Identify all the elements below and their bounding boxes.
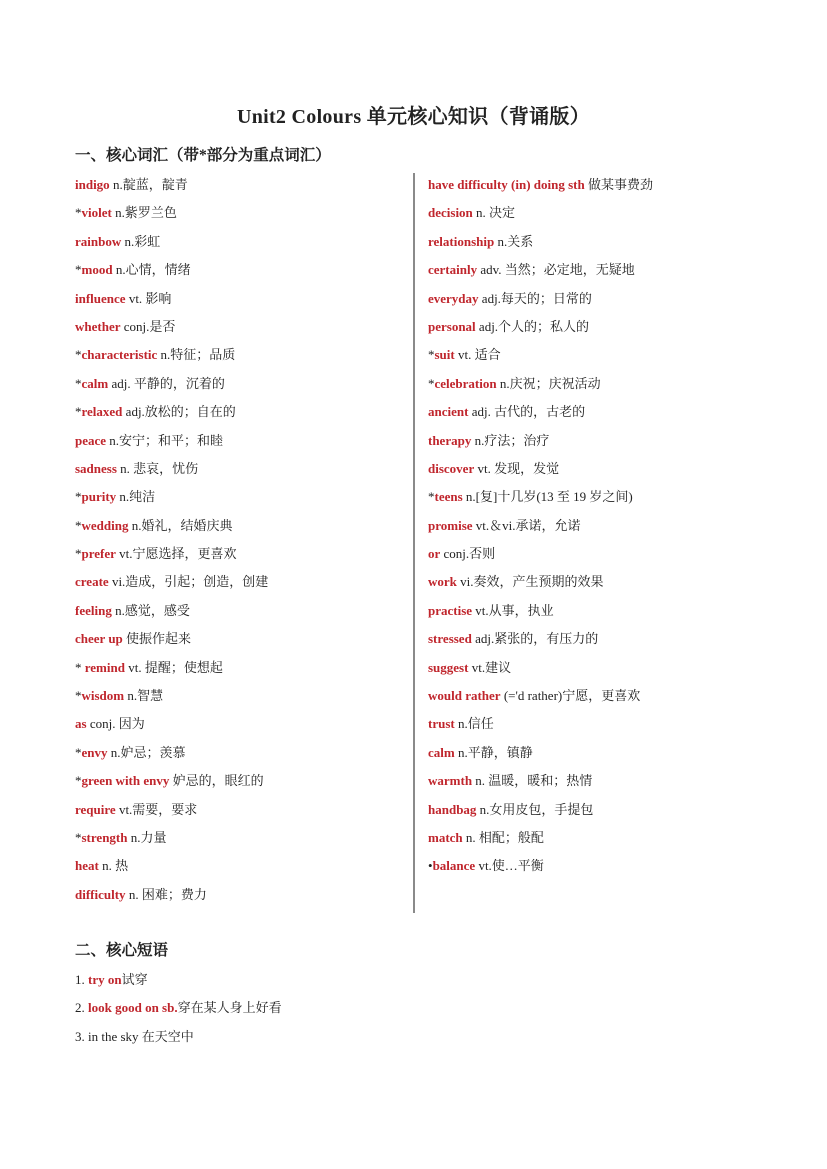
vocab-entry <box>428 741 808 769</box>
vocab-definition: n.[复]十几岁(13 至 19 岁之间) <box>465 489 633 505</box>
entry-marker: * <box>428 489 435 505</box>
entry-marker: • <box>428 858 433 874</box>
vocab-definition: n.力量 <box>130 829 167 845</box>
vocab-definition: vt. 提醒；使想起 <box>128 659 223 675</box>
vocab-word: calm <box>81 375 109 391</box>
vocab-definition: vt.从事，执业 <box>475 602 554 618</box>
vocab-entry <box>75 741 405 769</box>
vocab-entry <box>75 258 405 286</box>
vocab-definition: vt.建议 <box>471 659 512 675</box>
vocab-word: wedding <box>81 517 129 533</box>
vocab-word: promise <box>428 517 473 533</box>
vocab-entry <box>428 485 808 513</box>
vocab-word: suggest <box>428 659 469 675</box>
page-title: Unit2 Colours 单元核心知识（背诵版） <box>236 106 591 128</box>
vocab-definition: n. 相配；般配 <box>465 829 544 845</box>
vocab-word: envy <box>81 744 108 760</box>
vocab-definition: n.纯洁 <box>119 489 156 505</box>
vocab-definition: adj.个人的；私人的 <box>478 318 590 334</box>
vocab-word: stressed <box>428 631 472 647</box>
vocab-entry <box>428 542 808 570</box>
vocab-definition: conj. 因为 <box>89 716 145 732</box>
vocab-entry <box>75 315 405 343</box>
vocab-definition: vt.＆vi.承诺，允诺 <box>475 517 581 533</box>
vocab-entry <box>428 514 808 542</box>
vocab-definition: n.紫罗兰色 <box>115 205 177 221</box>
vocab-definition: 使振作起来 <box>126 631 192 647</box>
vocab-word: teens <box>434 489 463 505</box>
vocab-entry <box>428 400 808 428</box>
vocab-definition: (='d rather)宁愿，更喜欢 <box>503 688 641 704</box>
vocab-entry <box>75 485 405 513</box>
phrase-number: 2. <box>75 1000 85 1016</box>
vocab-definition: vt.需要，要求 <box>118 801 198 817</box>
vocab-definition: adj.紧张的，有压力的 <box>475 631 599 647</box>
vocab-word: match <box>428 829 463 845</box>
vocab-definition: adv. 当然；必定地，无疑地 <box>480 262 635 278</box>
vocab-entry <box>75 457 405 485</box>
vocab-word: warmth <box>428 773 473 789</box>
entry-marker: * <box>428 375 435 391</box>
vocab-definition: vt. 发现，发觉 <box>477 460 560 476</box>
vocab-definition: n.智慧 <box>127 688 164 704</box>
vocab-definition: vt. 影响 <box>128 290 172 306</box>
vocab-definition: n. 热 <box>102 858 129 874</box>
vocab-definition: 做某事费劲 <box>588 177 654 192</box>
vocab-definition: n.疗法；治疗 <box>474 432 550 448</box>
vocab-entry <box>75 542 405 570</box>
vocab-definition: n.感觉，感受 <box>115 602 190 618</box>
vocab-entry <box>428 315 808 343</box>
vocab-word: celebration <box>434 375 497 391</box>
vocab-definition: n.安宁；和平；和睦 <box>109 432 224 448</box>
phrase-item <box>75 996 282 1024</box>
vocab-entry <box>428 684 808 712</box>
vocab-definition: n. 温暖，暖和；热情 <box>475 773 593 789</box>
entry-marker: * <box>75 205 82 221</box>
vocab-definition: n. 决定 <box>476 205 516 221</box>
vocab-entry <box>75 372 405 400</box>
vocab-entry <box>428 798 808 826</box>
vocab-word: ancient <box>428 404 469 420</box>
vocab-entry <box>75 201 405 229</box>
entry-marker: * <box>75 659 85 675</box>
phrase-definition: 穿在某人身上好看 <box>177 1000 282 1016</box>
vocab-word: influence <box>75 290 126 306</box>
vocab-word: prefer <box>81 546 116 562</box>
phrase-definition: in the sky 在天空中 <box>88 1028 194 1044</box>
vocab-entry <box>428 230 808 258</box>
vocab-entry <box>75 230 405 258</box>
vocab-word: require <box>75 801 116 817</box>
vocab-definition: n.婚礼，结婚庆典 <box>131 517 233 533</box>
vocab-definition: n.靛蓝，靛青 <box>112 177 188 192</box>
phrase-number: 3. <box>75 1028 85 1044</box>
vocab-word: would rather <box>428 688 501 704</box>
vocab-definition: vt.宁愿选择，更喜欢 <box>119 546 237 562</box>
vocab-entry <box>428 258 808 286</box>
vocab-definition: vt. 适合 <box>457 347 501 363</box>
vocab-definition: n.妒忌；羡慕 <box>110 744 186 760</box>
vocab-word: violet <box>81 205 112 221</box>
vocab-entry <box>75 429 405 457</box>
vocab-entry <box>75 599 405 627</box>
vocab-entry <box>75 173 405 201</box>
vocab-word: remind <box>84 659 125 675</box>
vocab-word: strength <box>81 829 128 845</box>
vocab-word: have difficulty (in) doing sth <box>428 177 585 192</box>
vocab-entry <box>428 599 808 627</box>
vocab-definition: vt.使…平衡 <box>478 858 544 874</box>
section-heading-phrases: 二、核心短语 <box>75 942 169 959</box>
vocab-word: mood <box>81 262 113 278</box>
column-divider <box>413 173 415 913</box>
vocab-entry <box>75 656 405 684</box>
phrase-list <box>75 968 282 1053</box>
vocab-entry <box>75 712 405 740</box>
vocab-entry <box>428 712 808 740</box>
vocab-word: as <box>75 716 87 732</box>
entry-marker: * <box>75 546 82 562</box>
vocab-column-left <box>75 173 405 911</box>
vocab-entry <box>428 343 808 371</box>
vocab-definition: n. 悲哀，忧伤 <box>120 460 199 476</box>
vocab-word: whether <box>75 318 121 334</box>
vocab-entry <box>428 201 808 229</box>
vocab-definition: vi.造成，引起；创造，创建 <box>111 574 269 590</box>
phrase-text: look good on sb. <box>88 1000 178 1016</box>
entry-marker: * <box>75 517 82 533</box>
vocab-word: heat <box>75 858 99 874</box>
vocab-definition: n.女用皮包，手提包 <box>479 801 594 817</box>
entry-marker: * <box>75 375 82 391</box>
entry-marker: * <box>75 829 82 845</box>
vocab-definition: conj.否则 <box>443 546 496 562</box>
vocab-entry <box>428 570 808 598</box>
vocab-definition: n.特征；品质 <box>160 347 236 363</box>
vocab-entry <box>428 769 808 797</box>
vocab-word: purity <box>81 489 117 505</box>
vocab-definition: adj.每天的；日常的 <box>481 290 592 306</box>
vocab-definition: 妒忌的，眼红的 <box>172 773 264 789</box>
vocab-entry <box>428 287 808 315</box>
vocab-definition: n.庆祝；庆祝活动 <box>499 375 601 391</box>
vocab-entry <box>428 457 808 485</box>
vocab-word: balance <box>432 858 476 874</box>
vocab-entry <box>75 343 405 371</box>
vocab-word: feeling <box>75 602 112 618</box>
vocab-entry <box>75 570 405 598</box>
vocab-word: peace <box>75 432 107 448</box>
vocab-definition: n.心情，情绪 <box>115 262 191 278</box>
vocab-entry <box>428 372 808 400</box>
vocab-entry <box>428 656 808 684</box>
vocab-definition: n. 困难；费力 <box>128 886 207 902</box>
vocab-definition: n.平静，镇静 <box>457 744 533 760</box>
vocab-definition: n.关系 <box>497 233 534 249</box>
phrase-number: 1. <box>75 972 85 987</box>
section-heading-vocabulary: 一、核心词汇（带*部分为重点词汇） <box>75 147 331 164</box>
entry-marker: * <box>75 688 82 704</box>
vocab-definition: n.信任 <box>457 716 494 732</box>
vocab-entry <box>428 854 808 882</box>
vocab-definition: adj. 平静的，沉着的 <box>111 375 225 391</box>
entry-marker: * <box>75 773 82 789</box>
vocab-column-right <box>428 173 808 883</box>
vocab-word: wisdom <box>81 688 125 704</box>
vocab-entry <box>75 883 405 911</box>
vocab-entry <box>75 684 405 712</box>
vocab-definition: n.彩虹 <box>124 233 161 249</box>
vocab-word: trust <box>428 716 455 732</box>
vocab-word: indigo <box>75 177 110 192</box>
vocab-entry <box>75 400 405 428</box>
vocab-word: sadness <box>75 460 117 476</box>
vocab-entry <box>428 173 808 201</box>
entry-marker: * <box>75 262 82 278</box>
phrase-item <box>75 1025 282 1053</box>
vocab-word: handbag <box>428 801 477 817</box>
phrase-item <box>75 968 282 996</box>
vocab-entry <box>428 826 808 854</box>
vocab-entry <box>75 514 405 542</box>
entry-marker: * <box>75 347 82 363</box>
entry-marker: * <box>75 404 82 420</box>
entry-marker: * <box>428 347 435 363</box>
entry-marker: * <box>75 744 82 760</box>
vocab-word: practise <box>428 602 473 618</box>
vocab-entry <box>75 769 405 797</box>
vocab-word: cheer up <box>75 631 123 647</box>
vocab-entry <box>75 798 405 826</box>
vocab-word: everyday <box>428 290 479 306</box>
vocab-word: personal <box>428 318 476 334</box>
vocab-entry <box>428 627 808 655</box>
vocab-word: work <box>428 574 457 590</box>
vocab-word: green with envy <box>81 773 170 789</box>
vocab-word: relationship <box>428 233 495 249</box>
vocab-word: suit <box>434 347 455 363</box>
vocab-word: difficulty <box>75 886 126 902</box>
vocab-word: certainly <box>428 262 478 278</box>
vocab-word: rainbow <box>75 233 122 249</box>
phrase-definition: 试穿 <box>121 972 148 987</box>
vocab-word: create <box>75 574 109 590</box>
vocab-entry <box>75 826 405 854</box>
vocab-word: decision <box>428 205 473 221</box>
vocab-entry <box>75 287 405 315</box>
phrase-text: try on <box>88 972 122 987</box>
vocab-word: discover <box>428 460 475 476</box>
vocab-definition: vi.奏效，产生预期的效果 <box>460 574 604 590</box>
vocab-definition: conj.是否 <box>123 318 176 334</box>
vocab-word: calm <box>428 744 455 760</box>
entry-marker: * <box>75 489 82 505</box>
vocab-entry <box>428 429 808 457</box>
vocab-entry <box>75 854 405 882</box>
vocab-definition: adj.放松的；自在的 <box>125 404 236 420</box>
vocab-definition: adj. 古代的，古老的 <box>471 404 586 420</box>
vocab-word: relaxed <box>81 404 123 420</box>
vocab-word: characteristic <box>81 347 158 363</box>
vocab-entry <box>75 627 405 655</box>
vocab-word: therapy <box>428 432 472 448</box>
vocab-word: or <box>428 546 441 562</box>
